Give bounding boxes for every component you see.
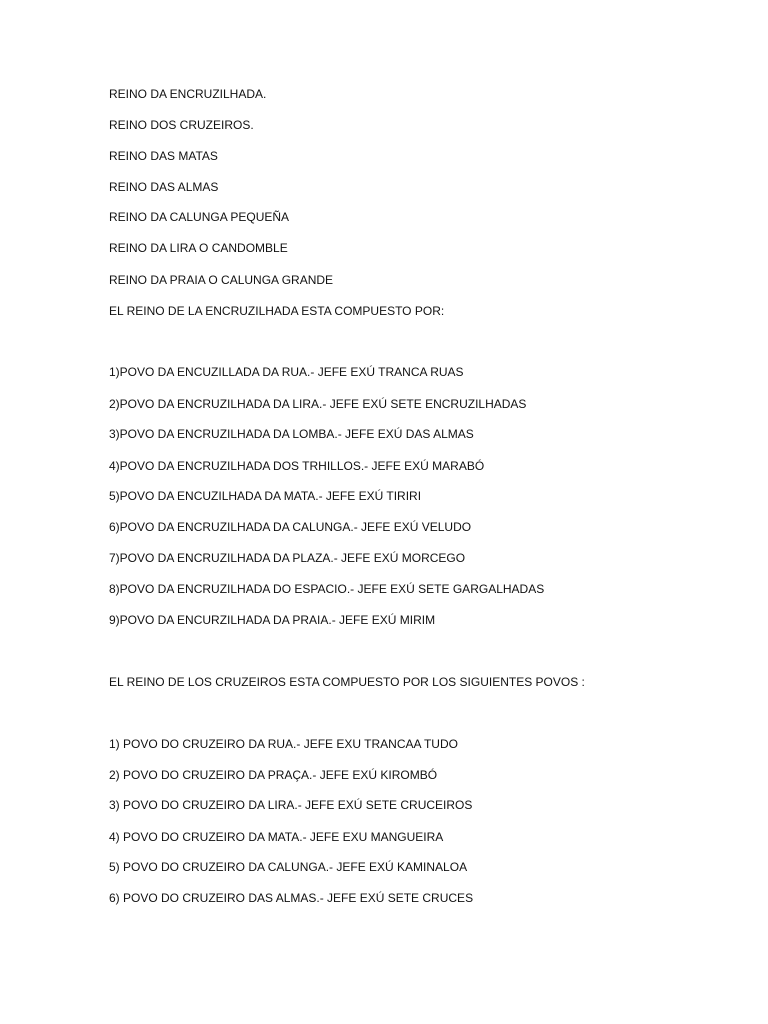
cruzeiros-item: 1) POVO DO CRUZEIRO DA RUA.- JEFE EXU TRANCAA TUDO [109,737,458,751]
reino-line: REINO DA CALUNGA PEQUEÑA [109,210,290,224]
reino-line: REINO DA PRAIA O CALUNGA GRANDE [109,273,334,287]
reino-line: REINO DOS CRUZEIROS. [109,118,254,132]
reino-line: REINO DA ENCRUZILHADA. [109,87,267,101]
encruzilhada-item: 2)POVO DA ENCRUZILHADA DA LIRA.- JEFE EXÚ SETE ENCRUZILHADAS [109,397,527,411]
cruzeiros-item: 3) POVO DO CRUZEIRO DA LIRA.- JEFE EXÚ SETE CRUCEIROS [109,798,473,812]
reino-line: REINO DAS MATAS [109,149,218,163]
encruzilhada-item: 9)POVO DA ENCURZILHADA DA PRAIA.- JEFE EXÚ MIRIM [109,613,436,627]
encruzilhada-item: 6)POVO DA ENCRUZILHADA DA CALUNGA.- JEFE EXÚ VELUDO [109,520,472,534]
encruzilhada-item: 1)POVO DA ENCUZILLADA DA RUA.- JEFE EXÚ TRANCA RUAS [109,365,464,379]
encruzilhada-item: 5)POVO DA ENCUZILHADA DA MATA.- JEFE EXÚ TIRIRI [109,489,422,503]
encruzilhada-heading: EL REINO DE LA ENCRUZILHADA ESTA COMPUESTO POR: [109,304,445,318]
encruzilhada-item: 3)POVO DA ENCRUZILHADA DA LOMBA.- JEFE EXÚ DAS ALMAS [109,427,474,441]
cruzeiros-item: 5) POVO DO CRUZEIRO DA CALUNGA.- JEFE EXÚ KAMINALOA [109,860,468,874]
cruzeiros-heading: EL REINO DE LOS CRUZEIROS ESTA COMPUESTO POR LOS SIGUIENTES POVOS : [109,675,585,689]
encruzilhada-item: 7)POVO DA ENCRUZILHADA DA PLAZA.- JEFE EXÚ MORCEGO [109,551,466,565]
cruzeiros-item: 4) POVO DO CRUZEIRO DA MATA.- JEFE EXU MANGUEIRA [109,830,444,844]
reino-line: REINO DA LIRA O CANDOMBLE [109,241,288,255]
encruzilhada-item: 4)POVO DA ENCRUZILHADA DOS TRHILLOS.- JEFE EXÚ MARABÓ [109,459,485,473]
reino-line: REINO DAS ALMAS [109,180,219,194]
cruzeiros-item: 2) POVO DO CRUZEIRO DA PRAÇA.- JEFE EXÚ KIROMBÓ [109,768,438,782]
cruzeiros-item: 6) POVO DO CRUZEIRO DAS ALMAS.- JEFE EXÚ SETE CRUCES [109,891,474,905]
encruzilhada-item: 8)POVO DA ENCRUZILHADA DO ESPACIO.- JEFE EXÚ SETE GARGALHADAS [109,582,545,596]
